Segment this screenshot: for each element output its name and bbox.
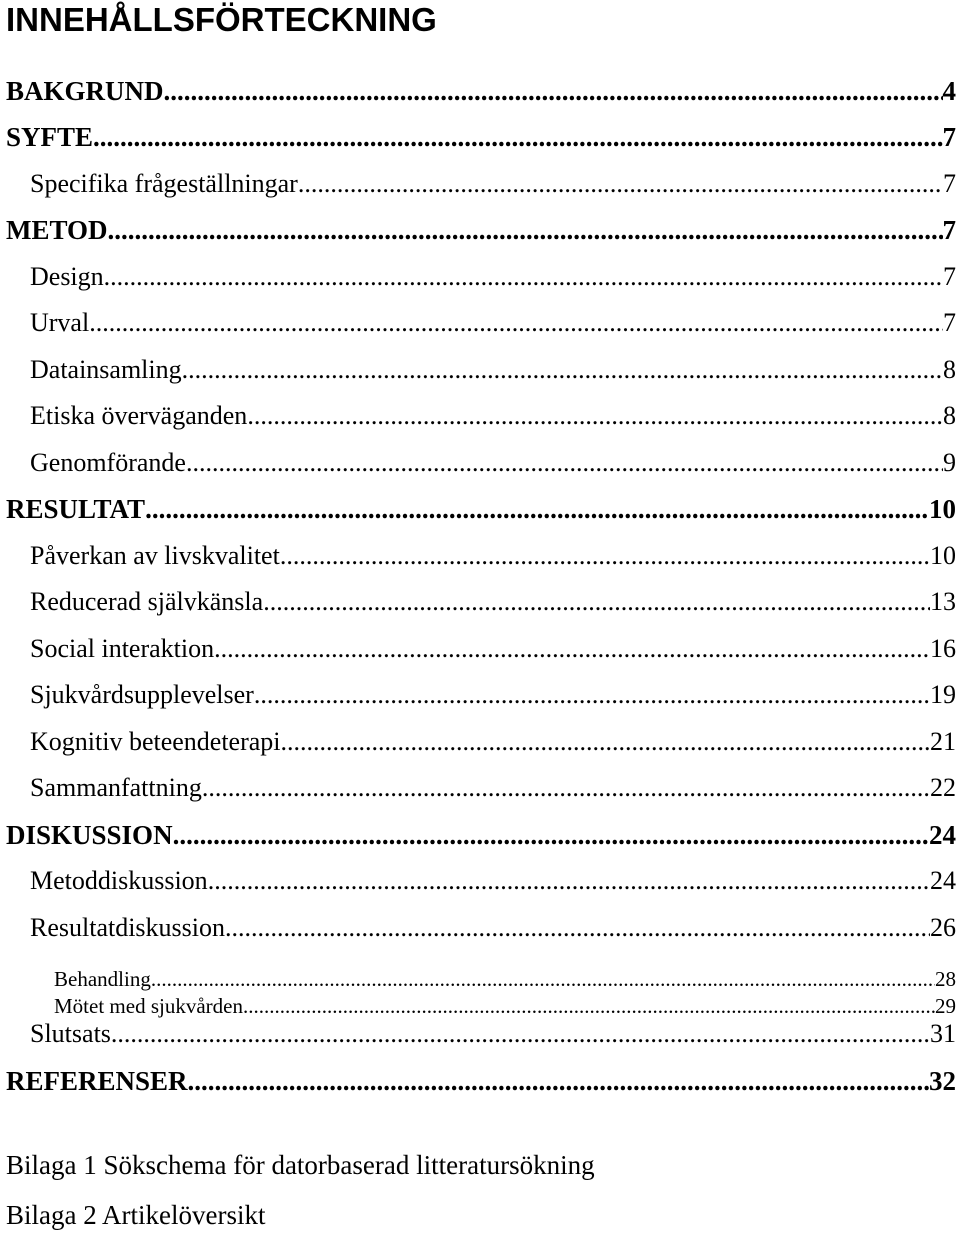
toc-entry-label: RESULTAT [6,494,146,524]
toc-entry-specifika-fragestallningar[interactable] [30,169,956,199]
toc-leader-dots [89,308,943,338]
toc-entry-sjukvardsupplevelser[interactable] [30,680,956,710]
toc-entry-label: REFERENSER [6,1066,188,1096]
toc-leader-dots [186,448,943,478]
toc-entry-page: 7 [943,262,956,291]
toc-entry-page: 24 [930,866,956,895]
toc-entry-label: Sammanfattning [30,773,202,802]
toc-entry-diskussion[interactable] [6,820,956,851]
toc-entry-label: Urval [30,308,90,337]
toc-entry-resultatdiskussion[interactable] [30,913,956,943]
toc-entry-page: 26 [930,913,956,942]
toc-entry-page: 24 [929,820,956,850]
toc-leader-dots [247,401,943,431]
toc-entry-page: 8 [943,355,956,384]
toc-entry-behandling[interactable] [54,967,956,992]
toc-entry-referenser[interactable] [6,1066,956,1097]
toc-entry-label: DISKUSSION [6,820,173,850]
toc-leader-dots [104,262,943,292]
toc-entry-page: 4 [942,76,956,106]
page-title: INNEHÅLLSFÖRTECKNING [6,1,437,38]
toc-entry-metoddiskussion[interactable] [30,866,956,896]
toc-entry-motet-med-sjukvarden[interactable] [54,994,956,1019]
toc-leader-dots [243,994,935,1019]
toc-leader-dots [151,967,935,992]
toc-entry-kognitiv-beteendeterapi[interactable] [30,727,956,757]
toc-entry-label: Metoddiskussion [30,866,208,895]
toc-entry-label: Reducerad självkänsla [30,587,264,616]
toc-entry-label: Datainsamling [30,355,182,384]
toc-leader-dots [298,169,943,199]
toc-entry-label: Mötet med sjukvården [54,994,243,1018]
toc-entry-label: Design [30,262,104,291]
toc-entry-label: Resultatdiskussion [30,913,226,942]
toc-entry-label: Påverkan av livskvalitet [30,541,280,570]
toc-entry-genomforande[interactable] [30,448,956,478]
toc-entry-label: SYFTE [6,122,94,152]
toc-entry-label: METOD [6,215,108,245]
toc-entry-page: 29 [935,994,956,1018]
toc-entry-page: 7 [943,169,956,198]
toc-entry-page: 10 [929,494,956,524]
toc-entry-syfte[interactable] [6,122,956,153]
toc-entry-design[interactable] [30,262,956,292]
toc-entry-page: 22 [930,773,956,802]
toc-entry-slutsats[interactable] [30,1019,956,1049]
toc-entry-page: 19 [930,680,956,709]
toc-entry-datainsamling[interactable] [30,355,956,385]
toc-entry-urval[interactable] [30,308,956,338]
toc-entry-page: 31 [930,1019,956,1048]
toc-entry-label: Kognitiv beteendeterapi [30,727,281,756]
toc-entry-page: 32 [929,1066,956,1096]
toc-entry-label: Behandling [54,967,151,991]
toc-entry-label: Genomförande [30,448,186,477]
toc-entry-resultat[interactable] [6,494,956,525]
toc-entry-page: 28 [935,967,956,991]
toc-entry-label: Specifika frågeställningar [30,169,298,198]
toc-leader-dots [214,634,930,664]
toc-leader-dots [263,587,930,617]
toc-entry-page: 16 [930,634,956,663]
toc-entry-page: 21 [930,727,956,756]
toc-leader-dots [254,680,930,710]
toc-entry-label: Etiska överväganden [30,401,248,430]
toc-leader-dots [145,494,929,525]
appendix-2[interactable]: Bilaga 2 Artikelöversikt [6,1200,266,1230]
toc-leader-dots [108,215,943,246]
toc-leader-dots [164,76,943,107]
toc-leader-dots [280,541,930,571]
toc-entry-label: Social interaktion [30,634,215,663]
toc-leader-dots [182,355,943,385]
toc-leader-dots [188,1066,929,1097]
toc-entry-page: 7 [943,308,956,337]
toc-leader-dots [111,1019,930,1049]
toc-entry-reducerad-sjalvkansla[interactable] [30,587,956,617]
toc-leader-dots [173,820,929,851]
toc-entry-etiska-overvaganden[interactable] [30,401,956,431]
toc-leader-dots [225,913,930,943]
toc-entry-bakgrund[interactable] [6,76,956,107]
toc-entry-paverkan-av-livskvalitet[interactable] [30,541,956,571]
toc-entry-metod[interactable] [6,215,956,246]
toc-leader-dots [208,866,930,896]
toc-entry-social-interaktion[interactable] [30,634,956,664]
toc-entry-label: Slutsats [30,1019,111,1048]
toc-entry-label: Sjukvårdsupplevelser [30,680,254,709]
toc-entry-page: 10 [930,541,956,570]
toc-entry-label: BAKGRUND [6,76,164,106]
toc-leader-dots [281,727,930,757]
toc-entry-sammanfattning[interactable] [30,773,956,803]
toc-entry-page: 13 [930,587,956,616]
toc-leader-dots [202,773,930,803]
appendix-1[interactable]: Bilaga 1 Sökschema för datorbaserad litteratursökning [6,1150,595,1180]
toc-entry-page: 7 [942,122,956,152]
toc-entry-page: 7 [942,215,956,245]
toc-entry-page: 8 [943,401,956,430]
toc-entry-page: 9 [943,448,956,477]
toc-leader-dots [93,122,942,153]
